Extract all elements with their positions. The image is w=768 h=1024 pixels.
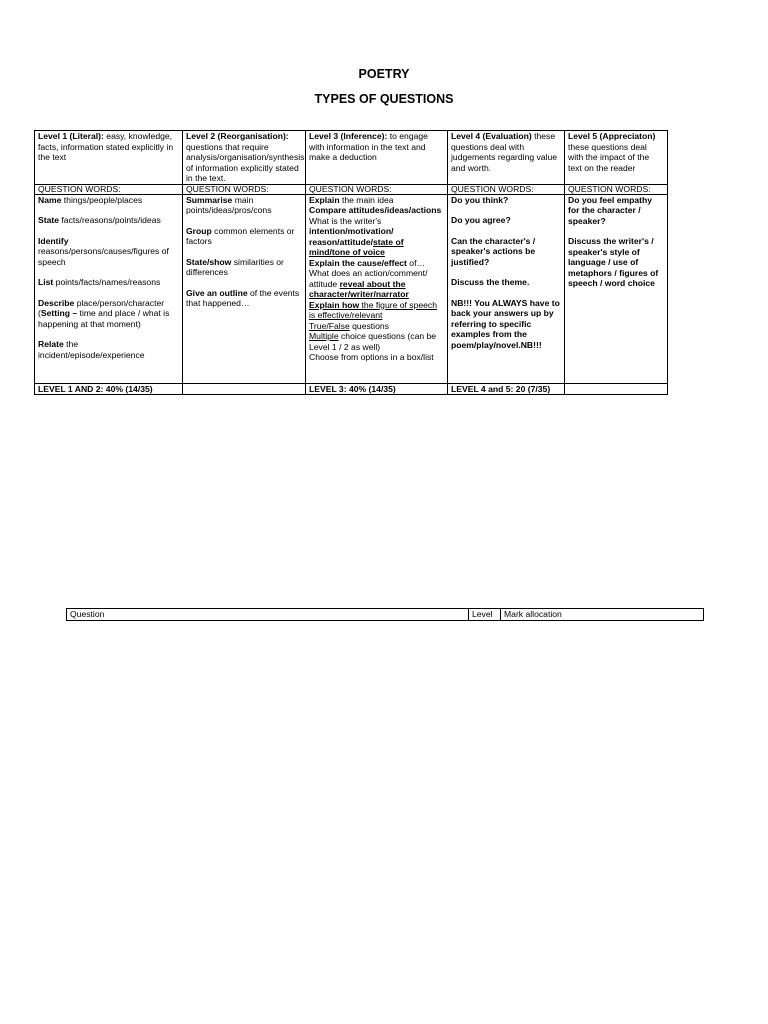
weighting-level-1-2: LEVEL 1 AND 2: 40% (14/35)	[35, 383, 183, 394]
mark-allocation-column-header: Mark allocation	[501, 609, 704, 621]
level-3-header: Level 3 (Inference): to engage with information in the text and make a deduction	[306, 131, 448, 185]
weighting-empty	[565, 383, 668, 394]
level-1-header: Level 1 (Literal): easy, knowledge, facts, information stated explicitly in the text	[35, 131, 183, 185]
question-column-header: Question	[67, 609, 469, 621]
weighting-empty	[183, 383, 306, 394]
weighting-level-4-5: LEVEL 4 and 5: 20 (7/35)	[448, 383, 565, 394]
question-allocation-table	[66, 608, 704, 621]
level-header-row	[35, 131, 668, 185]
question-words-label: QUESTION WORDS:	[35, 184, 183, 194]
question-words-row	[35, 184, 668, 194]
level-4-question-words: Do you think? Do you agree? Can the character's / speaker's actions be justified? Discuss the theme. NB!!! You ALWAYS have to back your answers up by referring to specific examples from the poem/play/novel.NB!!!	[448, 194, 565, 383]
level-5-header: Level 5 (Appreciaton) these questions deal with the impact of the text on the reader	[565, 131, 668, 185]
question-words-label: QUESTION WORDS:	[448, 184, 565, 194]
question-words-label: QUESTION WORDS:	[565, 184, 668, 194]
page-title: POETRY	[358, 67, 410, 81]
question-levels-table	[34, 130, 668, 395]
level-5-question-words: Do you feel empathy for the character / speaker? Discuss the writer's / speaker's style of language / use of metaphors / figures of speech / word choice	[565, 194, 668, 383]
level-column-header: Level	[469, 609, 501, 621]
level-1-question-words: Name things/people/places State facts/reasons/points/ideas Identify reasons/persons/causes/figures of speech List points/facts/names/reasons Describe place/person/character (Setting – time and place / what is happening at that moment) Relate the incident/episode/experience	[35, 194, 183, 383]
level-3-question-words: Explain the main idea Compare attitudes/ideas/actions What is the writer's intention/motivation/ reason/attitude/state of mind/tone of voice Explain the cause/effect of… What does an action/comment/ attitude reveal about the character/writer/narrator Explain how the figure of speech is effective/relevant True/False questions Multiple choice questions (can be Level 1 / 2 as well) Choose from options in a box/list	[306, 194, 448, 383]
weighting-level-3: LEVEL 3: 40% (14/35)	[306, 383, 448, 394]
question-allocation-header	[67, 609, 704, 621]
question-words-body-row	[35, 194, 668, 383]
level-2-question-words: Summarise main points/ideas/pros/cons Group common elements or factors State/show similarities or differences Give an outline of the events that happened…	[183, 194, 306, 383]
question-words-label: QUESTION WORDS:	[183, 184, 306, 194]
page-subtitle: TYPES OF QUESTIONS	[314, 92, 454, 106]
level-2-header: Level 2 (Reorganisation): questions that require analysis/organisation/synthesis of information explicitly stated in the text.	[183, 131, 306, 185]
question-words-label: QUESTION WORDS:	[306, 184, 448, 194]
mark-weighting-row	[35, 383, 668, 394]
level-4-header: Level 4 (Evaluation) these questions deal with judgements regarding value and worth.	[448, 131, 565, 185]
